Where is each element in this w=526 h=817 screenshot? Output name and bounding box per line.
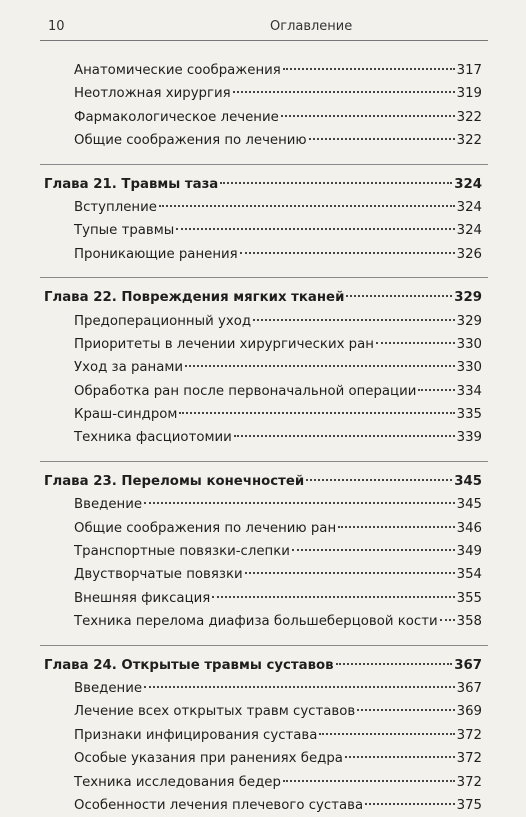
dot-leader: [336, 663, 453, 665]
toc-page-number: 330: [456, 360, 482, 376]
toc-entry-label: Техника исследования бедер: [74, 774, 281, 790]
toc-entry: [40, 129, 488, 152]
toc-entry: [40, 540, 488, 563]
toc-entry: [40, 677, 488, 700]
dot-leader: [179, 412, 454, 414]
dot-leader: [212, 596, 454, 598]
toc-entry-label: Введение: [74, 680, 143, 696]
dot-leader: [365, 803, 454, 805]
chapter-divider: [40, 461, 488, 462]
toc-page-number: 317: [456, 63, 482, 78]
toc-entry-label: Уход за ранами: [74, 360, 184, 376]
chapter-title: Глава 21. Травмы таза: [44, 176, 219, 192]
toc-page-number: 358: [456, 614, 482, 630]
running-title: Оглавление: [270, 19, 353, 34]
dot-leader: [220, 182, 452, 184]
toc-page-number: 324: [456, 223, 482, 239]
toc-entry: [40, 380, 488, 403]
toc-page-number: 326: [456, 246, 482, 262]
toc-entry-label: Общие соображения по лечению ран: [74, 520, 337, 536]
toc-entry-label: Предоперационный уход: [74, 313, 252, 329]
dot-leader: [234, 435, 455, 437]
toc-page-number: 339: [456, 430, 482, 446]
toc-entry: [40, 356, 488, 379]
dot-leader: [306, 479, 452, 481]
toc-page-number: 349: [456, 544, 482, 560]
toc-entry: [40, 426, 488, 449]
chapter-heading: [40, 286, 488, 309]
toc-entry: [40, 794, 488, 817]
toc-entry-label: Общие соображения по лечению: [74, 133, 307, 149]
toc-page-number: 369: [456, 704, 482, 720]
dot-leader: [319, 733, 454, 735]
dot-leader: [176, 228, 454, 230]
toc-entry: [40, 243, 488, 266]
dot-leader: [376, 342, 455, 344]
toc-page-number: 334: [456, 383, 482, 399]
toc-entry-label: Введение: [74, 497, 143, 513]
toc-entry-label: Техника фасциотомии: [74, 430, 232, 446]
toc-page-number: 335: [456, 407, 482, 423]
toc-entry: [40, 587, 488, 610]
toc-page-number: 354: [456, 567, 482, 583]
toc-page-number: 367: [456, 680, 482, 696]
toc-entry: [40, 403, 488, 426]
dot-leader: [281, 115, 455, 117]
toc-entry: [40, 196, 488, 219]
toc-page-number: 324: [456, 199, 482, 215]
toc-entry: [40, 82, 488, 105]
toc-entry: [40, 771, 488, 794]
dot-leader: [245, 572, 455, 574]
chapter-title: Глава 24. Открытые травмы суставов: [44, 657, 334, 673]
toc-page-number: 345: [454, 473, 482, 489]
toc-page-number: 345: [456, 497, 482, 513]
chapter-divider: [40, 645, 488, 646]
dot-leader: [253, 319, 455, 321]
toc-page-number: 372: [456, 751, 482, 767]
toc-entry: [40, 106, 488, 129]
dot-leader: [309, 138, 455, 140]
dot-leader: [144, 686, 455, 688]
toc-entry-label: Проникающие ранения: [74, 246, 238, 262]
toc-page-number: 330: [456, 336, 482, 352]
dot-leader: [283, 780, 455, 782]
chapter-divider: [40, 164, 488, 165]
toc-entry: [40, 219, 488, 242]
dot-leader: [185, 365, 455, 367]
toc-page-number: 372: [456, 727, 482, 743]
toc-page-number: 322: [456, 133, 482, 149]
toc-entry-label: Анатомические соображения: [74, 63, 281, 78]
toc-entry: [40, 310, 488, 333]
chapter-heading: [40, 173, 488, 196]
toc-page-number: 375: [456, 797, 482, 813]
toc-entry-label: Обработка ран после первоначальной операции: [74, 383, 417, 399]
toc-entry-label: Внешняя фиксация: [74, 590, 211, 606]
dot-leader: [159, 205, 455, 207]
chapter-divider: [40, 277, 488, 278]
toc-entry: [40, 724, 488, 747]
toc-page-number: 346: [456, 520, 482, 536]
dot-leader: [338, 526, 454, 528]
dot-leader: [283, 68, 455, 70]
toc-page-number: 322: [456, 109, 482, 125]
toc-entry-label: Двустворчатые повязки: [74, 567, 243, 583]
dot-leader: [418, 389, 454, 391]
toc-entry-label: Особые указания при ранениях бедра: [74, 751, 343, 767]
toc-page-number: 329: [454, 290, 482, 306]
chapter-heading: [40, 470, 488, 493]
toc-entry-label: Лечение всех открытых травм суставов: [74, 704, 356, 720]
toc-entry: [40, 747, 488, 770]
toc-page-number: 319: [456, 86, 482, 102]
page-header: [40, 10, 488, 41]
dot-leader: [357, 709, 454, 711]
dot-leader: [345, 756, 455, 758]
toc-page-number: 372: [456, 774, 482, 790]
chapter-heading: [40, 654, 488, 677]
toc-entry: [40, 59, 488, 82]
toc-entry-label: Тупые травмы: [74, 223, 175, 239]
toc-entry: [40, 333, 488, 356]
toc-entry-label: Транспортные повязки-слепки: [74, 544, 290, 560]
toc-entry: [40, 610, 488, 633]
dot-leader: [292, 549, 455, 551]
toc-entry-label: Признаки инфицирования сустава: [74, 727, 318, 743]
toc-entry-label: Вступление: [74, 199, 157, 215]
toc-page-number: 355: [456, 590, 482, 606]
page-number: 10: [48, 19, 65, 34]
dot-leader: [440, 619, 455, 621]
dot-leader: [144, 502, 455, 504]
toc-entry-label: Приоритеты в лечении хирургических ран: [74, 336, 374, 352]
chapter-title: Глава 22. Повреждения мягких тканей: [44, 290, 345, 306]
toc-entry-label: Неотложная хирургия: [74, 86, 231, 102]
dot-leader: [240, 252, 455, 254]
toc-page-number: 367: [454, 657, 482, 673]
table-of-contents: [40, 59, 488, 817]
toc-entry-label: Фармакологическое лечение: [74, 109, 279, 125]
toc-entry-label: Особенности лечения плечевого сустава: [74, 797, 364, 813]
toc-entry: [40, 493, 488, 516]
dot-leader: [233, 91, 455, 93]
chapter-title: Глава 23. Переломы конечностей: [44, 473, 305, 489]
dot-leader: [346, 295, 452, 297]
toc-entry-label: Краш-синдром: [74, 407, 178, 423]
toc-page-number: 329: [456, 313, 482, 329]
toc-entry: [40, 517, 488, 540]
toc-entry-label: Техника перелома диафиза большеберцовой кости: [74, 614, 438, 630]
toc-page-number: 324: [454, 176, 482, 192]
toc-entry: [40, 563, 488, 586]
toc-entry: [40, 700, 488, 723]
